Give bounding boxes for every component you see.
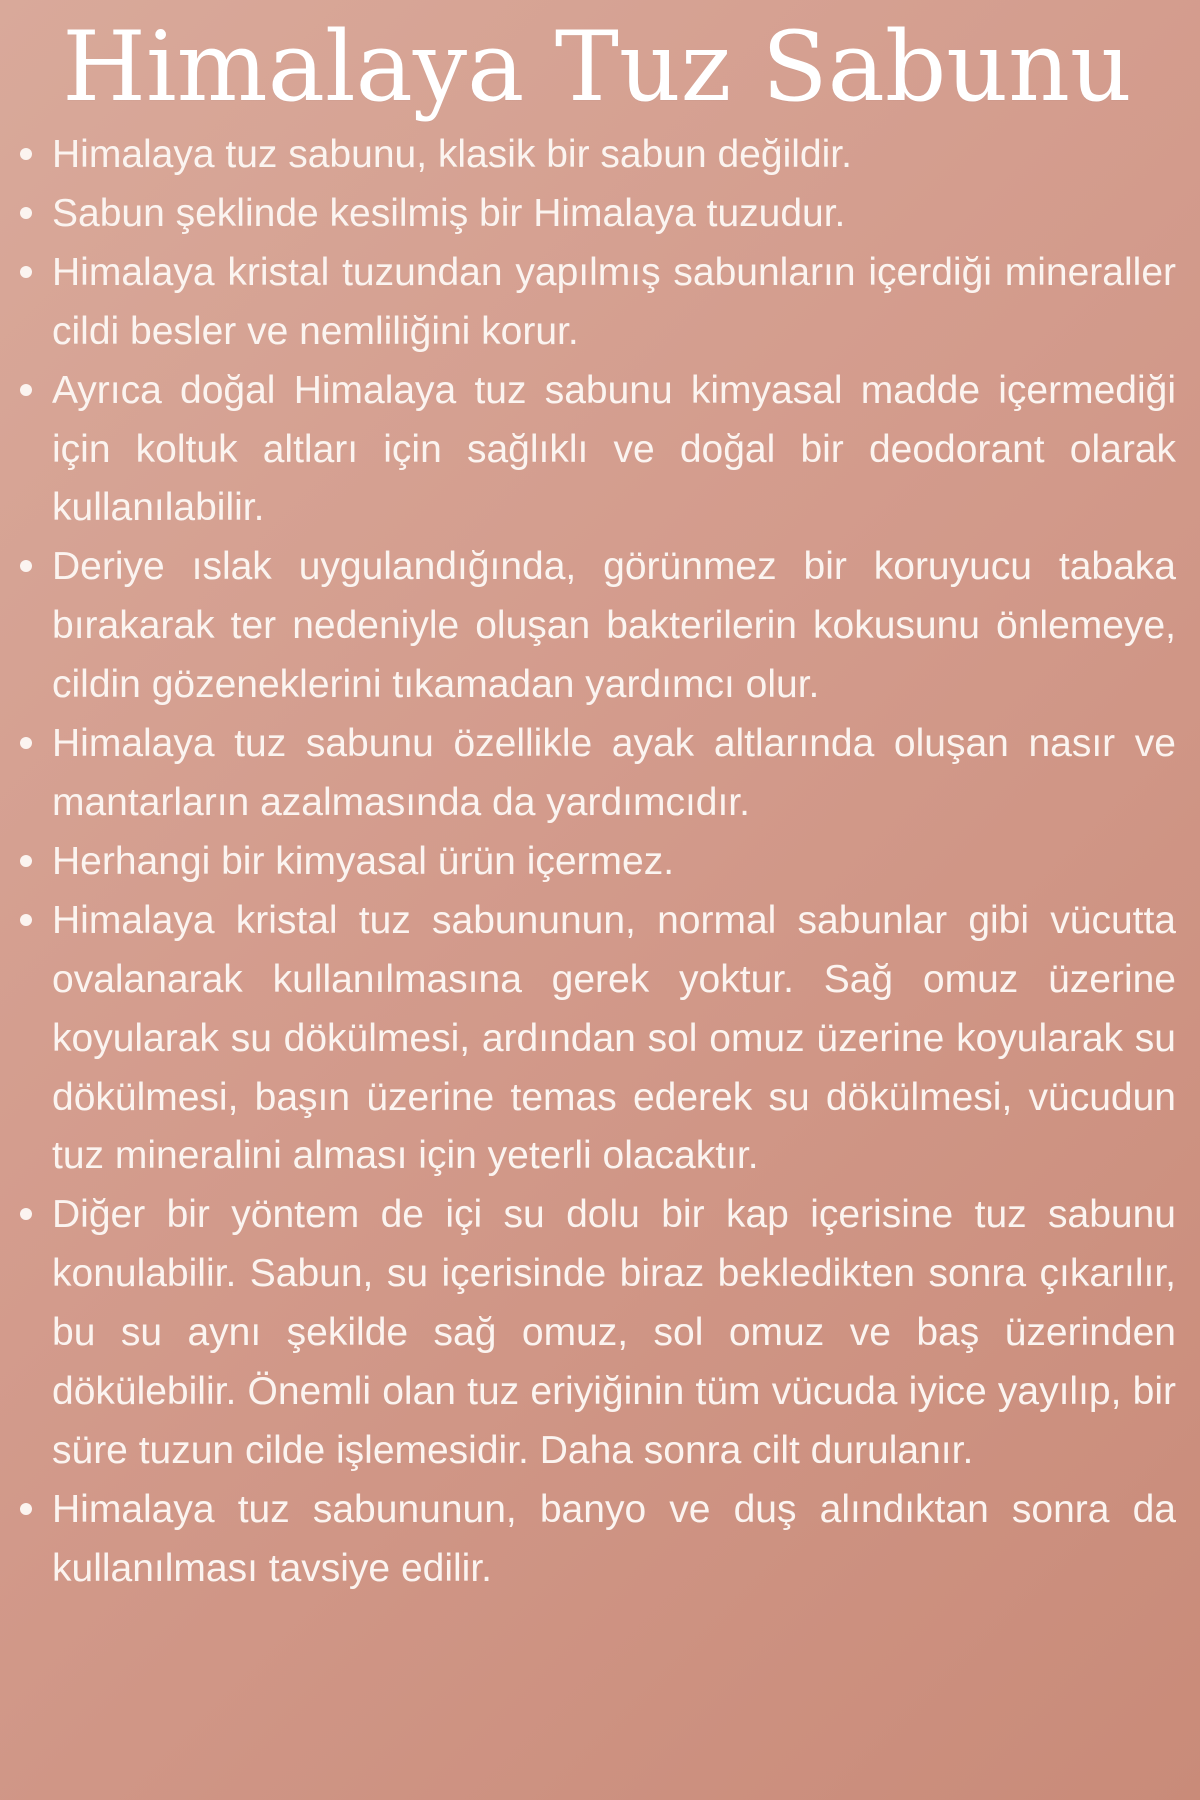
list-item-text: Herhangi bir kimyasal ürün içermez. bbox=[52, 839, 675, 883]
bullet-dot-icon bbox=[20, 855, 32, 867]
list-item bbox=[18, 1481, 1176, 1599]
bullet-dot-icon bbox=[20, 1503, 32, 1515]
bullet-dot-icon bbox=[20, 914, 32, 926]
list-item-text: Diğer bir yöntem de içi su dolu bir kap içerisine tuz sabunu konulabilir. Sabun, su içerisinde biraz bekledikten sonra çıkarılır, bu su aynı şekilde sağ omuz, sol omuz ve baş üzerinden dökülebilir. Önemli olan tuz eriyiğinin tüm vücuda iyice yayılıp, bir süre tuzun cilde işlemesidir. Daha sonra cilt durulanır. bbox=[52, 1193, 1176, 1472]
bullet-dot-icon bbox=[20, 266, 32, 278]
list-item bbox=[18, 244, 1176, 362]
list-item bbox=[18, 538, 1176, 715]
bullet-dot-icon bbox=[20, 737, 32, 749]
list-item-text: Himalaya tuz sabunu, klasik bir sabun değildir. bbox=[52, 133, 852, 176]
list-item-text: Deriye ıslak uygulandığında, görünmez bir koruyucu tabaka bırakarak ter nedeniyle oluşan bakterilerin kokusunu önlemeye, cildin gözeneklerini tıkamadan yardımcı olur. bbox=[52, 545, 1176, 707]
list-item bbox=[18, 362, 1176, 539]
bullet-dot-icon bbox=[20, 384, 32, 396]
list-item-text: Himalaya kristal tuz sabununun, normal sabunlar gibi vücutta ovalanarak kullanılmasına gerek yoktur. Sağ omuz üzerine koyularak su dökülmesi, ardından sol omuz üzerine koyularak su dökülmesi, başın üzerine temas ederek su dökülmesi, vücudun tuz mineralini alması için yeterli olacaktır. bbox=[52, 898, 1176, 1178]
list-item bbox=[18, 715, 1176, 833]
list-item bbox=[18, 1186, 1176, 1481]
list-item-text: Sabun şeklinde kesilmiş bir Himalaya tuzudur. bbox=[52, 191, 846, 235]
bullet-dot-icon bbox=[20, 560, 32, 572]
page-title: Himalaya Tuz Sabunu bbox=[62, 11, 1132, 123]
bullet-dot-icon bbox=[20, 1208, 32, 1220]
list-item bbox=[18, 833, 1176, 892]
list-item-text: Himalaya tuz sabununun, banyo ve duş alındıktan sonra da kullanılması tavsiye edilir. bbox=[52, 1487, 1176, 1590]
list-item-text: Himalaya tuz sabunu özellikle ayak altlarında oluşan nasır ve mantarların azalmasında da yardımcıdır. bbox=[52, 722, 1176, 824]
list-item bbox=[18, 126, 1176, 185]
bullet-dot-icon bbox=[20, 148, 32, 160]
list-item bbox=[18, 185, 1176, 244]
list-item-text: Ayrıca doğal Himalaya tuz sabunu kimyasal madde içermediği için koltuk altları için sağlıklı ve doğal bir deodorant olarak kullanılabilir. bbox=[52, 368, 1176, 530]
list-item-text: Himalaya kristal tuzundan yapılmış sabunların içerdiği mineraller cildi besler ve nemliliğini korur. bbox=[52, 250, 1176, 353]
bullet-dot-icon bbox=[20, 207, 32, 219]
bullet-list bbox=[18, 126, 1176, 1599]
list-item bbox=[18, 892, 1176, 1187]
